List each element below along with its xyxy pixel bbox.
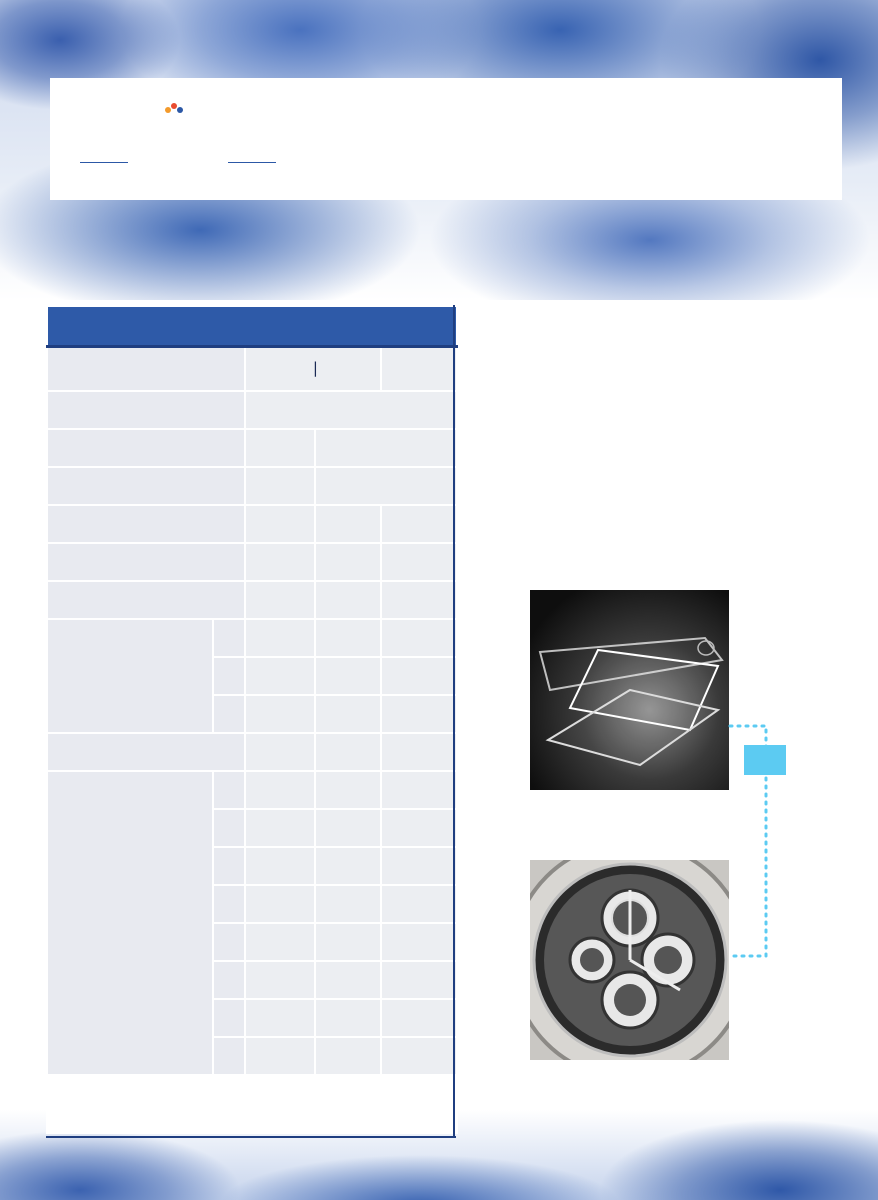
table-title-row [47, 306, 457, 347]
table-row-spec [47, 347, 457, 391]
ion-value [381, 923, 457, 961]
ion-value [315, 999, 381, 1037]
ion-label [213, 771, 245, 809]
ion-value [315, 923, 381, 961]
watch-image [530, 860, 729, 1060]
ion-value [315, 809, 381, 847]
ion-label [213, 1037, 245, 1075]
mgo-value-1 [245, 581, 315, 619]
table-row-al2o3 [47, 543, 457, 581]
d50-value-2 [315, 657, 381, 695]
d90-value-3 [381, 695, 457, 733]
ml-series-cell [245, 347, 381, 391]
ion-value [245, 771, 315, 809]
ion-value [245, 1037, 315, 1075]
mgo-value-3 [381, 581, 457, 619]
ml-grades: | [308, 359, 318, 378]
ion-value [381, 809, 457, 847]
d10-value-3 [381, 619, 457, 657]
ion-value [381, 999, 457, 1037]
connector-box [744, 745, 786, 775]
phase-value-2 [315, 429, 457, 467]
ion-value [315, 1037, 381, 1075]
ion-value [315, 961, 381, 999]
table-row-bet [47, 505, 457, 543]
al2o3-value-3 [381, 543, 457, 581]
app-value [245, 1075, 457, 1133]
app-label [47, 1075, 245, 1133]
density-value-1 [245, 733, 315, 771]
spec-label [47, 347, 245, 391]
armor-photo [530, 590, 729, 790]
ion-value [245, 999, 315, 1037]
psd-label [47, 619, 213, 733]
rare-label [47, 467, 245, 505]
chem-value [245, 391, 457, 429]
header-banner [50, 78, 842, 200]
logo-divider-left [80, 162, 128, 163]
density-label [47, 733, 245, 771]
ion-value [245, 923, 315, 961]
d50-value-1 [245, 657, 315, 695]
ion-value [245, 847, 315, 885]
d50-label [213, 657, 245, 695]
bet-label [47, 505, 245, 543]
ion-value [315, 771, 381, 809]
rare-value-1 [245, 467, 315, 505]
al2o3-value-1 [245, 543, 315, 581]
d50-value-3 [381, 657, 457, 695]
table-row-mgo [47, 581, 457, 619]
table-row-chem [47, 391, 457, 429]
al2o3-label [47, 543, 245, 581]
bet-value-3 [381, 505, 457, 543]
phase-value-1 [245, 429, 315, 467]
table-row-rare [47, 467, 457, 505]
phase-label [47, 429, 245, 467]
spec-table [46, 305, 458, 1134]
bet-value-2 [315, 505, 381, 543]
d10-value-2 [315, 619, 381, 657]
d10-value-1 [245, 619, 315, 657]
company-logo [78, 100, 278, 180]
ion-value [315, 847, 381, 885]
ion-value [381, 847, 457, 885]
table-row-phase [47, 429, 457, 467]
ion-label [213, 809, 245, 847]
ion-label [213, 923, 245, 961]
d90-value-2 [315, 695, 381, 733]
d90-label [213, 695, 245, 733]
rare-value-2 [315, 467, 457, 505]
xrd-chart [486, 364, 848, 554]
watch-photo [530, 860, 729, 1060]
ion-label [213, 847, 245, 885]
mlt-series-cell [381, 347, 457, 391]
logo-dots-icon [164, 102, 184, 114]
table-row-d10 [47, 619, 457, 657]
mgo-label [47, 581, 245, 619]
impurity-label [47, 771, 213, 1075]
mgo-value-2 [315, 581, 381, 619]
d10-label [213, 619, 245, 657]
logo-divider-right [228, 162, 276, 163]
ion-label [213, 885, 245, 923]
ion-label [213, 999, 245, 1037]
table-row-app [47, 1075, 457, 1133]
al2o3-value-2 [315, 543, 381, 581]
table-right-border [453, 305, 455, 1138]
armor-image [530, 590, 729, 790]
table-row-density [47, 733, 457, 771]
ion-value [245, 961, 315, 999]
ion-value [381, 885, 457, 923]
density-value-3 [381, 733, 457, 771]
ion-label [213, 961, 245, 999]
ion-value [381, 1037, 457, 1075]
ion-value [315, 885, 381, 923]
ion-value [381, 961, 457, 999]
table-title [47, 306, 457, 347]
ion-value [245, 885, 315, 923]
ion-value [245, 809, 315, 847]
table-row-ion-s [47, 771, 457, 809]
table-bottom-border [46, 1136, 456, 1138]
bet-value-1 [245, 505, 315, 543]
d90-value-1 [245, 695, 315, 733]
density-value-2 [315, 733, 381, 771]
chem-label [47, 391, 245, 429]
ion-value [381, 771, 457, 809]
